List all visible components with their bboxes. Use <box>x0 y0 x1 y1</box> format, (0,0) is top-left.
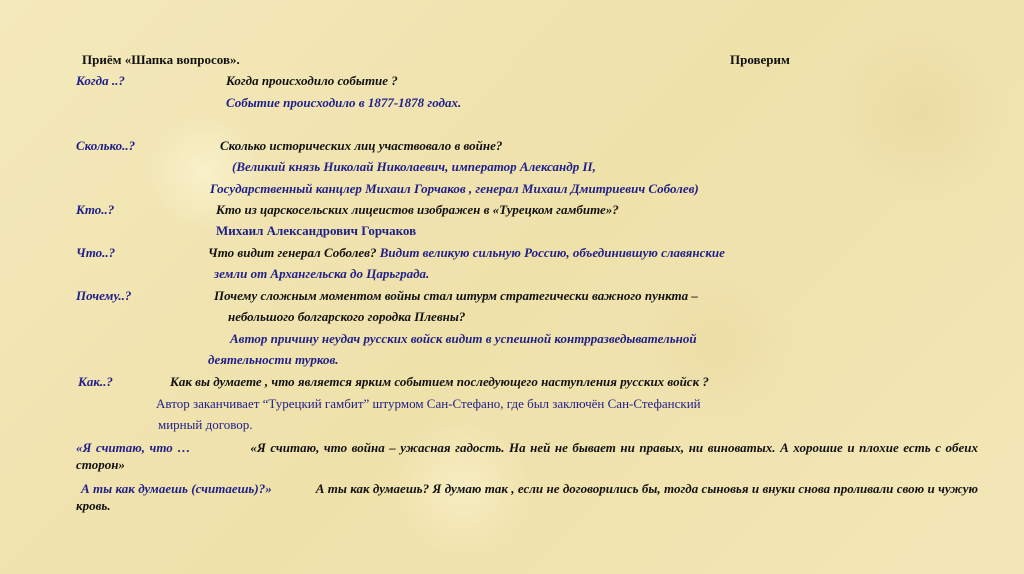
question-label-when: Когда ..? <box>76 73 125 88</box>
question-who: Кто из царскосельских лицеистов изображен в «Турецком гамбите»? <box>216 202 619 217</box>
question-what <box>208 245 725 261</box>
question-label-why: Почему..? <box>76 288 132 303</box>
your-opinion-label: А ты как думаешь (считаешь)?» <box>81 481 272 496</box>
question-why-line2: небольшого болгарского городка Плевны? <box>228 309 466 324</box>
question-how: Как вы думаете , что является ярким событием последующего наступления русских войск ? <box>170 374 709 389</box>
answer-howmany-line1: (Великий князь Николай Николаевич, император Александр II, <box>232 159 596 174</box>
question-howmany: Сколько исторических лиц участвовало в войне? <box>220 138 503 153</box>
answer-why-line2: деятельности турков. <box>208 352 339 367</box>
question-why-line1: Почему сложным моментом войны стал штурм стратегически важного пункта – <box>214 288 698 303</box>
question-label-who: Кто..? <box>76 202 115 217</box>
answer-howmany-line2: Государственный канцлер Михаил Горчаков , генерал Михаил Дмитриевич Соболев) <box>210 181 699 196</box>
opinion-paragraph <box>76 439 978 473</box>
question-label-how: Как..? <box>78 374 113 389</box>
answer-who: Михаил Александрович Горчаков <box>216 223 417 238</box>
answer-what-line2: земли от Архангельска до Царьграда. <box>214 266 430 281</box>
question-label-what: Что..? <box>76 245 116 260</box>
answer-how-line1: Автор заканчивает “Турецкий гамбит” штурмом Сан-Стефано, где был заключён Сан-Стефанский <box>156 396 701 411</box>
page-title: Приём «Шапка вопросов». <box>82 52 240 67</box>
answer-how-line2: мирный договор. <box>158 417 253 432</box>
answer-when: Событие происходило в 1877-1878 годах. <box>226 95 462 110</box>
question-when: Когда происходило событие ? <box>226 73 398 88</box>
opinion-text: «Я считаю, что война – ужасная гадость. На ней не бывает ни правых, ни виноватых. А хорошие и плохие есть с обеих сторон» <box>76 440 978 472</box>
question-what-text: Что видит генерал Соболев? <box>208 245 377 260</box>
your-opinion-paragraph <box>76 480 978 514</box>
question-label-howmany: Сколько..? <box>76 138 136 153</box>
opinion-label: «Я считаю, что … <box>76 440 191 455</box>
check-heading: Проверим <box>730 52 790 67</box>
answer-why-line1: Автор причину неудач русских войск видит в успешной контрразведывательной <box>230 331 697 346</box>
answer-what-line1: Видит великую сильную Россию, объединившую славянские <box>376 245 725 260</box>
your-opinion-text: А ты как думаешь? Я думаю так , если не договорились бы, тогда сыновья и внуки снова проливали свою и чужую кровь. <box>76 481 978 513</box>
